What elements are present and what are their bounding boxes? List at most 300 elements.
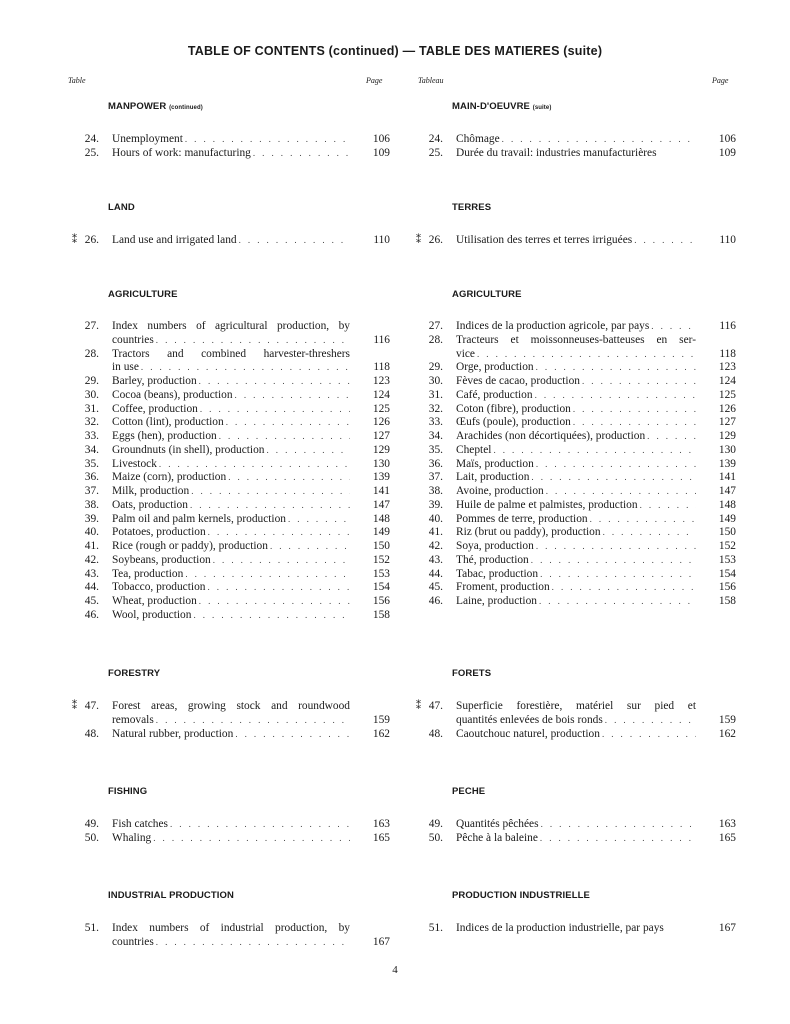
toc-entry[interactable] xyxy=(422,581,736,595)
dot-leader xyxy=(477,348,696,362)
toc-entry[interactable] xyxy=(78,485,390,499)
entry-title: Arachides (non décortiquées), production xyxy=(456,430,646,442)
entry-title: Potatoes, production xyxy=(112,526,206,539)
toc-entry[interactable] xyxy=(422,375,736,389)
entry-page-number: 125 xyxy=(372,402,390,415)
dot-leader xyxy=(546,485,696,499)
entry-title: in use xyxy=(112,361,139,374)
section-heading xyxy=(452,201,491,215)
entry-page-number: 148 xyxy=(718,498,736,511)
entry-title: Utilisation des terres et terres irriguées xyxy=(456,234,633,246)
section-heading xyxy=(108,100,203,116)
entry-title: Coton (fibre), production xyxy=(456,402,571,415)
entry-page-number: 165 xyxy=(718,831,736,844)
entry-number: 40. xyxy=(428,512,443,525)
toc-entry[interactable] xyxy=(78,728,390,742)
dot-leader xyxy=(640,499,696,513)
entry-page-number: 109 xyxy=(718,146,736,159)
entry-number: 35. xyxy=(84,457,99,470)
entry-page-number: 125 xyxy=(718,388,736,401)
section-heading xyxy=(452,288,522,302)
entry-title: Laine, production xyxy=(456,595,537,607)
entry-page-number: 167 xyxy=(718,922,736,934)
toc-entry[interactable] xyxy=(78,540,390,554)
entry-number: 33. xyxy=(84,430,99,442)
entry-number: 37. xyxy=(428,471,443,484)
dot-leader xyxy=(502,133,696,147)
entry-page-number: 154 xyxy=(372,581,390,594)
entry-title: Tobacco, production xyxy=(112,581,206,594)
entry-title: Avoine, production xyxy=(456,485,544,497)
entry-number: 49. xyxy=(428,818,443,830)
entry-title-line1: Forest areas, growing stock and roundwood xyxy=(112,700,350,712)
entry-number: 30. xyxy=(84,388,99,401)
toc-entry[interactable] xyxy=(78,818,390,832)
toc-entry[interactable] xyxy=(78,430,390,444)
entry-number: 46. xyxy=(84,608,99,621)
entry-number: 42. xyxy=(428,540,443,552)
entry-page-number: 149 xyxy=(372,526,390,539)
entry-number: 29. xyxy=(84,375,99,387)
entry-number: 24. xyxy=(84,133,99,145)
entry-title: Riz (brut ou paddy), production xyxy=(456,526,601,539)
toc-entry[interactable] xyxy=(422,430,736,444)
section-heading-label: FISHING xyxy=(108,786,148,797)
toc-entry[interactable] xyxy=(422,499,736,513)
entry-title: Palm oil and palm kernels, production xyxy=(112,512,286,525)
toc-entry[interactable] xyxy=(78,471,390,485)
dot-leader xyxy=(200,403,350,417)
entry-title: Lait, production xyxy=(456,471,530,484)
toc-entry[interactable] xyxy=(78,320,390,348)
section-heading xyxy=(452,667,491,681)
toc-entry[interactable] xyxy=(78,444,390,458)
toc-entry[interactable] xyxy=(422,568,736,582)
entry-number: 29. xyxy=(428,361,443,374)
entry-number: 36. xyxy=(84,471,99,484)
entry-number: 39. xyxy=(428,498,443,511)
entry-number: 48. xyxy=(428,727,443,740)
entry-title: Indices de la production agricole, par pays xyxy=(456,320,650,332)
dot-leader xyxy=(603,526,696,540)
entry-number: 41. xyxy=(84,540,99,552)
entry-list xyxy=(72,234,390,248)
dot-leader xyxy=(153,832,350,846)
toc-entry[interactable] xyxy=(422,595,736,609)
entry-page-number: 158 xyxy=(372,608,390,621)
entry-title: Maïs, production xyxy=(456,457,534,470)
entry-page-number: 148 xyxy=(372,512,390,525)
entry-page-number: 116 xyxy=(373,333,390,346)
entry-page-number: 126 xyxy=(372,416,390,429)
entry-title: Coffee, production xyxy=(112,402,198,415)
section-heading-label: FORESTRY xyxy=(108,668,161,679)
entry-page-number: 153 xyxy=(718,553,736,566)
entry-page-number: 141 xyxy=(372,485,390,497)
toc-entry[interactable] xyxy=(422,320,736,334)
toc-entry[interactable] xyxy=(422,403,736,417)
entry-page-number: 167 xyxy=(372,935,390,948)
entry-title: Cheptel xyxy=(456,443,492,456)
entry-number: 43. xyxy=(428,553,443,566)
toc-entry[interactable] xyxy=(78,568,390,582)
section-heading xyxy=(452,100,551,116)
toc-entry[interactable] xyxy=(422,416,736,430)
entry-title: Cocoa (beans), production xyxy=(112,388,233,401)
toc-entry[interactable] xyxy=(78,609,390,623)
column-header-table-fr: Tableau xyxy=(418,76,444,85)
french-column xyxy=(416,0,736,1024)
column-header-table-en: Table xyxy=(68,76,86,85)
entry-page-number: 152 xyxy=(372,553,390,566)
toc-entry[interactable] xyxy=(78,832,390,846)
dot-leader xyxy=(185,568,350,582)
entry-page-number: 129 xyxy=(718,430,736,442)
dot-leader xyxy=(541,818,696,832)
entry-page-number: 163 xyxy=(372,818,390,830)
toc-entry[interactable] xyxy=(422,444,736,458)
entry-title-line1: Index numbers of agricultural production, by xyxy=(112,320,350,332)
entry-number: 30. xyxy=(428,375,443,387)
entry-page-number: 147 xyxy=(718,485,736,497)
entry-title: Orge, production xyxy=(456,361,534,374)
entry-title: Land use and irrigated land xyxy=(112,234,237,246)
toc-entry[interactable] xyxy=(416,700,736,728)
dot-leader xyxy=(208,526,350,540)
entry-marker: ⁑ xyxy=(416,235,421,246)
entry-page-number: 139 xyxy=(372,471,390,484)
toc-entry[interactable] xyxy=(422,334,736,362)
entry-page-number: 163 xyxy=(718,818,736,830)
toc-entry[interactable] xyxy=(422,471,736,485)
toc-entry[interactable] xyxy=(78,922,390,950)
entry-list xyxy=(78,818,390,846)
entry-marker: ⁑ xyxy=(416,701,421,712)
dot-leader xyxy=(582,375,696,389)
dot-leader xyxy=(159,458,350,472)
section-heading xyxy=(452,785,485,799)
entry-title: quantités enlevées de bois ronds xyxy=(456,713,603,726)
dot-leader xyxy=(199,375,350,389)
entry-number: 45. xyxy=(84,595,99,607)
entry-number: 50. xyxy=(84,831,99,844)
section-heading-label: PECHE xyxy=(452,786,486,797)
entry-page-number: 162 xyxy=(372,727,390,740)
entry-page-number: 124 xyxy=(718,375,736,387)
entry-title: Wheat, production xyxy=(112,595,197,607)
entry-page-number: 124 xyxy=(372,388,390,401)
entry-title: Soya, production xyxy=(456,540,534,552)
entry-title: Wool, production xyxy=(112,608,192,621)
dot-leader xyxy=(270,540,350,554)
entry-number: 32. xyxy=(428,402,443,415)
dot-leader xyxy=(170,818,350,832)
toc-entry[interactable] xyxy=(422,147,736,161)
entry-page-number: 139 xyxy=(718,457,736,470)
entry-title: Quantités pêchées xyxy=(456,818,539,830)
entry-title: Whaling xyxy=(112,831,152,844)
section-heading-label: AGRICULTURE xyxy=(108,289,178,300)
dot-leader xyxy=(191,485,350,499)
toc-entry[interactable] xyxy=(78,513,390,527)
section-heading-label: FORETS xyxy=(452,668,492,679)
entry-number: 44. xyxy=(428,567,443,580)
dot-leader xyxy=(605,714,696,728)
entry-number: 51. xyxy=(428,922,443,934)
entry-title: Durée du travail: industries manufacturières xyxy=(456,146,657,159)
dot-leader xyxy=(651,320,696,334)
dot-leader xyxy=(288,513,350,527)
entry-number: 24. xyxy=(428,133,443,145)
toc-entry[interactable] xyxy=(422,389,736,403)
toc-entry[interactable] xyxy=(422,540,736,554)
dot-leader xyxy=(235,728,350,742)
entry-number: 47. xyxy=(84,700,99,712)
entry-number: 38. xyxy=(84,498,99,511)
dot-leader xyxy=(156,334,350,348)
entry-title: Hours of work: manufacturing xyxy=(112,146,251,159)
entry-page-number: 130 xyxy=(718,443,736,456)
entry-title-line1: Tracteurs et moissonneuses-batteuses en ser- xyxy=(456,333,696,346)
entry-list xyxy=(416,234,736,248)
entry-number: 28. xyxy=(428,333,443,346)
entry-title: Natural rubber, production xyxy=(112,727,234,740)
entry-title: Unemployment xyxy=(112,133,183,145)
entry-title: Pommes de terre, production xyxy=(456,512,588,525)
toc-entry[interactable] xyxy=(422,458,736,472)
entry-number: 48. xyxy=(84,727,99,740)
entry-title: Froment, production xyxy=(456,581,550,594)
entry-title: countries xyxy=(112,935,154,948)
entry-title: vice xyxy=(456,347,475,360)
entry-marker: ⁑ xyxy=(72,235,77,246)
dot-leader xyxy=(226,416,350,430)
entry-page-number: 110 xyxy=(373,234,390,246)
entry-number: 44. xyxy=(84,581,99,594)
toc-entry[interactable] xyxy=(78,595,390,609)
dot-leader xyxy=(219,430,350,444)
entry-page-number: 123 xyxy=(718,361,736,374)
entry-list xyxy=(422,818,736,846)
entry-title: Huile de palme et palmistes, production xyxy=(456,498,638,511)
toc-entry[interactable] xyxy=(78,375,390,389)
entry-title: Thé, production xyxy=(456,553,529,566)
dot-leader xyxy=(540,568,696,582)
entry-number: 31. xyxy=(428,388,443,401)
toc-entry[interactable] xyxy=(422,554,736,568)
dot-leader xyxy=(535,389,696,403)
entry-page-number: 106 xyxy=(718,133,736,145)
entry-number: 49. xyxy=(84,818,99,830)
toc-entry[interactable] xyxy=(422,818,736,832)
dot-leader xyxy=(590,513,696,527)
toc-entry[interactable] xyxy=(422,133,736,147)
column-header-page-en: Page xyxy=(366,76,383,85)
section-heading-note: (continued) xyxy=(169,105,203,111)
toc-entry[interactable] xyxy=(422,526,736,540)
entry-page-number: 126 xyxy=(718,402,736,415)
entry-number: 50. xyxy=(428,831,443,844)
entry-number: 35. xyxy=(428,443,443,456)
entry-page-number: 118 xyxy=(719,347,736,360)
section-heading xyxy=(108,785,147,799)
entry-list xyxy=(78,133,390,161)
section-heading-label: MAIN-D'OEUVRE xyxy=(452,101,530,112)
dot-leader xyxy=(531,554,696,568)
toc-entry[interactable] xyxy=(78,416,390,430)
toc-entry[interactable] xyxy=(422,513,736,527)
dot-leader xyxy=(141,361,350,375)
section-heading-note: (suite) xyxy=(532,105,552,111)
toc-entry[interactable] xyxy=(72,700,390,728)
dot-leader xyxy=(573,403,696,417)
toc-entry[interactable] xyxy=(78,348,390,376)
entry-number: 27. xyxy=(84,320,99,332)
entry-page-number: 110 xyxy=(719,234,736,246)
entry-title-line1: Tractors and combined harvester-threshers xyxy=(112,347,350,360)
dot-leader xyxy=(267,444,351,458)
entry-list xyxy=(422,133,736,161)
section-heading xyxy=(108,889,234,903)
entry-page-number: 159 xyxy=(372,713,390,726)
dot-leader xyxy=(540,832,696,846)
toc-entry[interactable] xyxy=(422,361,736,375)
entry-page-number: 162 xyxy=(718,727,736,740)
entry-page-number: 156 xyxy=(372,595,390,607)
section-heading-label: PRODUCTION INDUSTRIELLE xyxy=(452,890,590,901)
entry-title: Oats, production xyxy=(112,498,188,511)
toc-entry[interactable] xyxy=(78,526,390,540)
entry-marker: ⁑ xyxy=(72,701,77,712)
toc-entry[interactable] xyxy=(78,581,390,595)
entry-title: Livestock xyxy=(112,457,157,470)
entry-page-number: 153 xyxy=(372,567,390,580)
entry-page-number: 127 xyxy=(718,416,736,429)
dot-leader xyxy=(213,554,350,568)
dot-leader xyxy=(190,499,350,513)
entry-title: Pêche à la baleine xyxy=(456,831,538,844)
entry-number: 26. xyxy=(84,234,99,246)
entry-page-number: 150 xyxy=(718,526,736,539)
entry-page-number: 129 xyxy=(372,443,390,456)
entry-number: 34. xyxy=(84,443,99,456)
entry-list xyxy=(72,700,390,741)
dot-leader xyxy=(193,609,350,623)
entry-number: 27. xyxy=(428,320,443,332)
entry-title: Fèves de cacao, production xyxy=(456,375,580,387)
toc-entry[interactable] xyxy=(78,133,390,147)
entry-page-number: 152 xyxy=(718,540,736,552)
section-heading xyxy=(108,201,135,215)
entry-page-number: 116 xyxy=(719,320,736,332)
dot-leader xyxy=(185,133,350,147)
dot-leader xyxy=(573,416,696,430)
entry-page-number: 127 xyxy=(372,430,390,442)
entry-number: 25. xyxy=(84,146,99,159)
dot-leader xyxy=(536,458,696,472)
entry-page-number: 147 xyxy=(372,498,390,511)
page-number: 4 xyxy=(392,964,398,976)
dot-leader xyxy=(602,728,696,742)
section-heading-label: MANPOWER xyxy=(108,101,167,112)
section-heading-label: TERRES xyxy=(452,202,492,213)
entry-page-number: 141 xyxy=(718,471,736,484)
entry-number: 26. xyxy=(428,234,443,246)
toc-entry[interactable] xyxy=(422,832,736,846)
dot-leader xyxy=(235,389,350,403)
entry-number: 39. xyxy=(84,512,99,525)
entry-number: 40. xyxy=(84,526,99,539)
section-heading xyxy=(108,667,160,681)
toc-entry[interactable] xyxy=(78,403,390,417)
entry-number: 41. xyxy=(428,526,443,539)
entry-number: 42. xyxy=(84,553,99,566)
entry-page-number: 130 xyxy=(372,457,390,470)
entry-number: 51. xyxy=(84,922,99,934)
dot-leader xyxy=(634,234,696,248)
section-heading xyxy=(108,288,178,302)
entry-number: 36. xyxy=(428,457,443,470)
entry-page-number: 118 xyxy=(373,361,390,374)
entry-page-number: 109 xyxy=(372,146,390,159)
dot-leader xyxy=(552,581,696,595)
entry-title: Indices de la production industrielle, par pays xyxy=(456,922,664,934)
dot-leader xyxy=(493,444,696,458)
entry-title: Cotton (lint), production xyxy=(112,416,224,429)
entry-title: Groundnuts (in shell), production xyxy=(112,443,265,456)
entry-page-number: 149 xyxy=(718,512,736,525)
entry-number: 45. xyxy=(428,581,443,594)
entry-list xyxy=(78,320,390,623)
entry-page-number: 123 xyxy=(372,375,390,387)
toc-entry[interactable] xyxy=(78,147,390,161)
entry-number: 46. xyxy=(428,595,443,607)
entry-list xyxy=(422,922,736,936)
toc-entry[interactable] xyxy=(78,554,390,568)
entry-title: countries xyxy=(112,333,154,346)
entry-page-number: 154 xyxy=(718,567,736,580)
entry-title: removals xyxy=(112,713,154,726)
column-header-page-fr: Page xyxy=(712,76,729,85)
dot-leader xyxy=(531,471,696,485)
toc-entry[interactable] xyxy=(422,485,736,499)
entry-number: 43. xyxy=(84,567,99,580)
toc-entry[interactable] xyxy=(422,728,736,742)
dot-leader xyxy=(156,936,350,950)
entry-number: 25. xyxy=(428,146,443,159)
entry-title: Café, production xyxy=(456,388,533,401)
toc-entry[interactable] xyxy=(416,234,736,248)
toc-entry[interactable] xyxy=(422,922,736,936)
entry-title: Chômage xyxy=(456,133,500,145)
entry-title: Maize (corn), production xyxy=(112,471,227,484)
entry-number: 31. xyxy=(84,402,99,415)
dot-leader xyxy=(539,595,696,609)
toc-entry[interactable] xyxy=(72,234,390,248)
dot-leader xyxy=(536,540,696,554)
toc-entry[interactable] xyxy=(78,389,390,403)
entry-number: 32. xyxy=(84,416,99,429)
dot-leader xyxy=(228,471,350,485)
entry-title: Tea, production xyxy=(112,567,184,580)
entry-list xyxy=(422,320,736,609)
entry-title: Œufs (poule), production xyxy=(456,416,571,429)
toc-entry[interactable] xyxy=(78,458,390,472)
entry-page-number: 150 xyxy=(372,540,390,552)
entry-number: 47. xyxy=(428,700,443,712)
entry-page-number: 156 xyxy=(718,581,736,594)
toc-entry[interactable] xyxy=(78,499,390,513)
